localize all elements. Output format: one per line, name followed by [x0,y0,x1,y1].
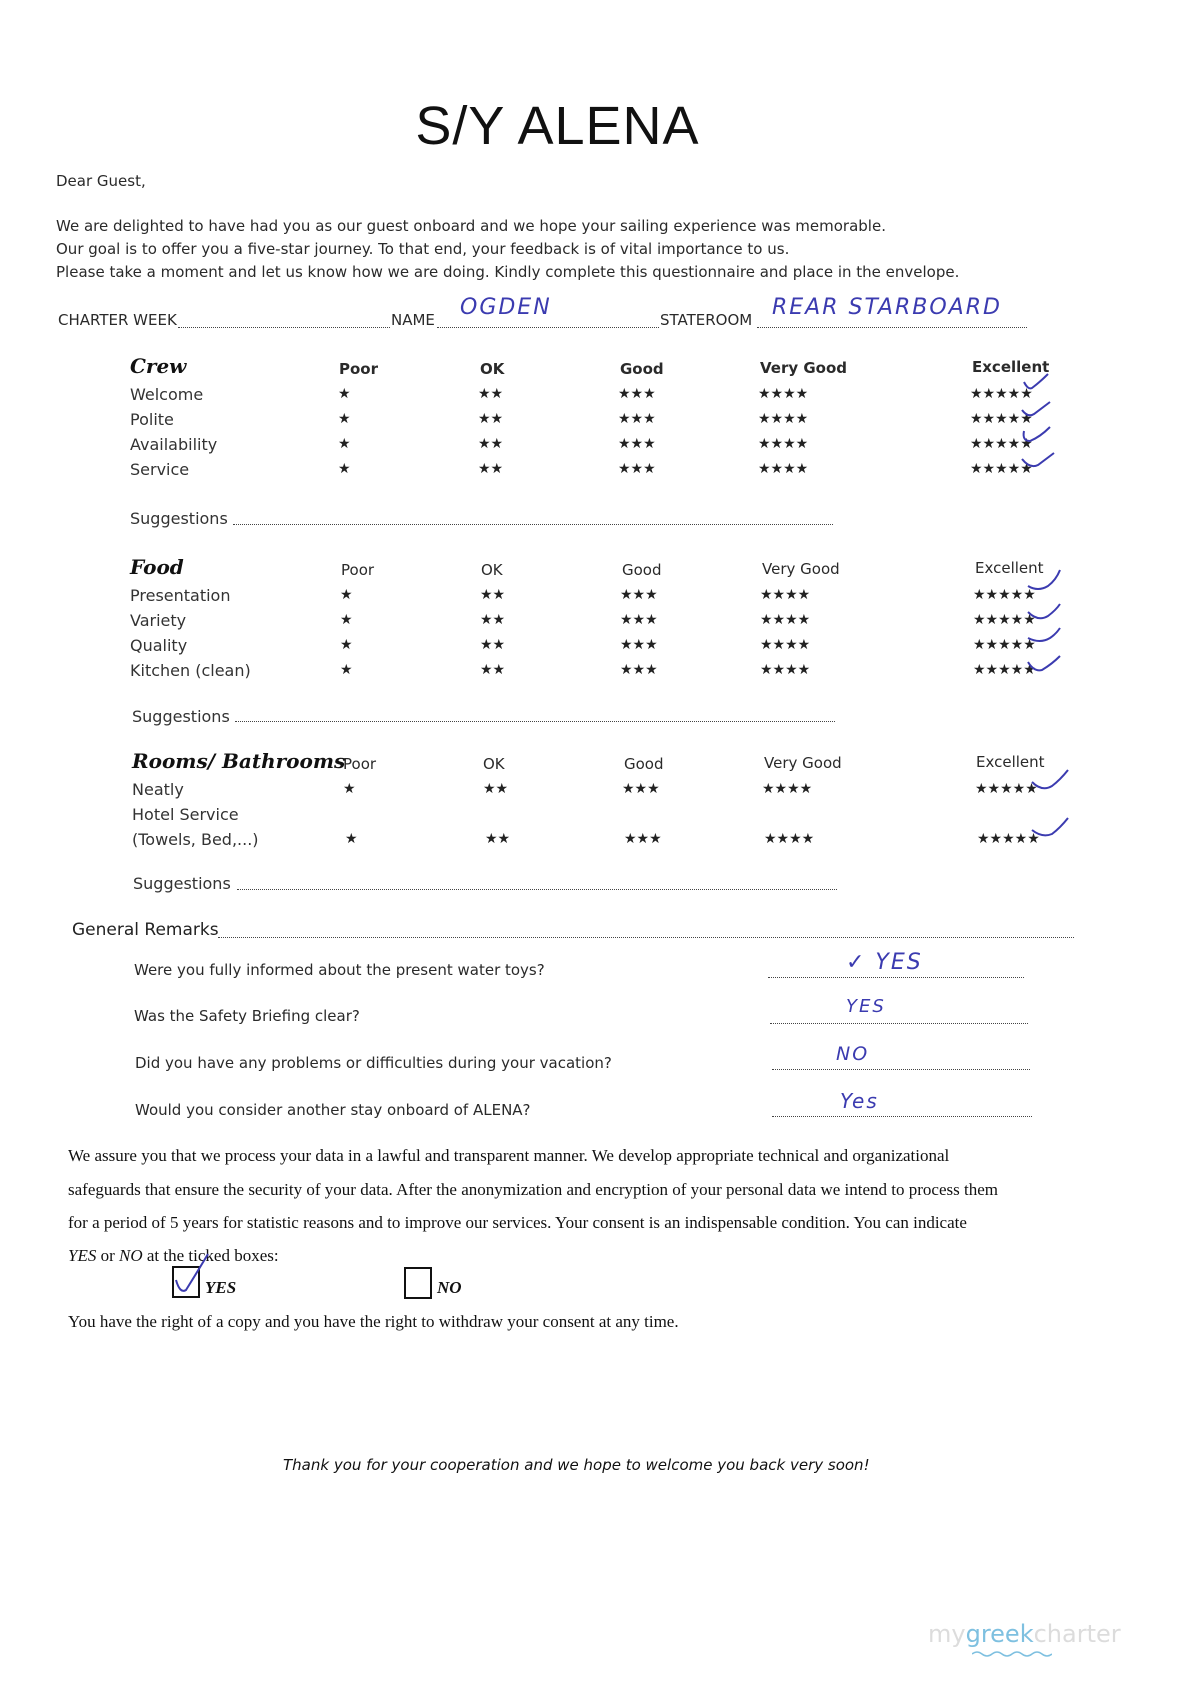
star-rating[interactable]: ★★★ [618,386,656,402]
crew-col-excellent: Excellent [972,358,1050,376]
charter-week-label: CHARTER WEEK [58,311,177,329]
check-mark-icon [1030,768,1070,794]
star-rating[interactable]: ★★★★★ [973,662,1036,678]
general-remarks-label: General Remarks [72,920,219,940]
rooms-row-neatly: Neatly [132,780,184,799]
star-rating[interactable]: ★ [338,461,351,477]
star-rating[interactable]: ★★ [478,461,504,477]
crew-col-good: Good [620,360,664,378]
rooms-col-ok: OK [483,755,505,773]
answer-1-value: ✓ YES [846,950,923,975]
check-mark-icon [1026,602,1062,624]
question-3: Did you have any problems or difficulties during your vacation? [135,1054,612,1072]
name-field[interactable] [437,327,659,328]
watermark-logo [928,1620,1121,1648]
privacy-line-2: safeguards that ensure the security of your data. After the anonymization and encryption of your personal data we intend to process them [68,1180,998,1199]
star-rating[interactable]: ★★★ [620,587,658,603]
star-rating[interactable]: ★★★ [622,781,660,797]
check-mark-icon [1022,372,1050,394]
privacy-line-3: for a period of 5 years for statistic reasons and to improve our services. Your consent is an indispensable condition. You can indicate [68,1213,967,1232]
star-rating[interactable]: ★★★★★ [973,612,1036,628]
food-col-good: Good [622,561,662,579]
star-rating[interactable]: ★ [338,436,351,452]
food-row-presentation: Presentation [130,586,231,605]
star-rating[interactable]: ★ [345,831,358,847]
food-suggestions-field[interactable] [235,721,835,722]
star-rating[interactable]: ★★★★ [758,386,809,402]
star-rating[interactable]: ★★ [478,436,504,452]
privacy-line-1: We assure you that we process your data in a lawful and transparent manner. We develop appropriate technical and organizational [68,1146,950,1165]
crew-row-welcome: Welcome [130,385,204,404]
section-crew-title: Crew [130,354,187,378]
answer-3-field[interactable] [772,1069,1030,1070]
star-rating[interactable]: ★ [340,662,353,678]
star-rating[interactable]: ★★★★ [758,411,809,427]
crew-col-poor: Poor [339,360,379,378]
rooms-col-good: Good [624,755,664,773]
wave-icon [972,1650,1052,1658]
star-rating[interactable]: ★★ [483,781,509,797]
star-rating[interactable]: ★★★ [618,436,656,452]
star-rating[interactable]: ★★★★★ [970,436,1033,452]
star-rating[interactable]: ★ [343,781,356,797]
intro-line-2: Our goal is to offer you a five-star journey. To that end, your feedback is of vital importance to us. [56,240,790,258]
answer-4-value: Yes [840,1089,879,1113]
star-rating[interactable]: ★★★★ [758,461,809,477]
stateroom-field[interactable] [757,327,1027,328]
crew-suggestions-field[interactable] [233,524,833,525]
question-2: Was the Safety Briefing clear? [134,1007,360,1025]
answer-3-value: NO [836,1043,870,1065]
star-rating[interactable]: ★★ [480,612,506,628]
consent-no-checkbox[interactable] [404,1267,432,1299]
answer-4-field[interactable] [772,1116,1032,1117]
star-rating[interactable]: ★★★ [624,831,662,847]
rooms-col-very-good: Very Good [764,754,842,772]
star-rating[interactable]: ★★★★ [764,831,815,847]
stateroom-value: REAR STARBOARD [772,295,1002,320]
answer-1-field[interactable] [768,977,1024,978]
privacy-rest: at the ticked boxes: [142,1246,279,1265]
closing-message: Thank you for your cooperation and we hope to welcome you back very soon! [283,1456,870,1474]
salutation: Dear Guest, [56,172,146,190]
charter-week-field[interactable] [178,327,390,328]
name-value: OGDEN [460,295,552,320]
star-rating[interactable]: ★★★★★ [975,781,1038,797]
question-1: Were you fully informed about the present water toys? [134,961,545,979]
star-rating[interactable]: ★★★★ [760,662,811,678]
check-mark-icon [1026,626,1062,648]
food-col-very-good: Very Good [762,560,840,578]
star-rating[interactable]: ★★★★ [760,587,811,603]
crew-col-ok: OK [480,360,505,378]
check-mark-icon [1026,652,1062,674]
rights-line: You have the right of a copy and you have the right to withdraw your consent at any time. [68,1312,679,1331]
food-row-quality: Quality [130,636,188,655]
star-rating[interactable]: ★★★★★ [977,831,1040,847]
star-rating[interactable]: ★★★ [618,461,656,477]
privacy-no-word: NO [119,1246,143,1265]
star-rating[interactable]: ★ [340,612,353,628]
check-mark-icon [1020,423,1052,445]
star-rating[interactable]: ★★★★ [760,637,811,653]
food-col-poor: Poor [341,561,375,579]
food-row-variety: Variety [130,611,187,630]
star-rating[interactable]: ★★ [478,386,504,402]
watermark-brand: greek [965,1620,1034,1648]
stateroom-label: STATEROOM [660,311,753,329]
star-rating[interactable]: ★★★★★ [970,461,1033,477]
rooms-suggestions-field[interactable] [237,889,837,890]
check-mark-icon [1020,449,1056,471]
intro-line-3: Please take a moment and let us know how we are doing. Kindly complete this questionnaire and place in the envelope. [56,263,960,281]
star-rating[interactable]: ★★★ [620,662,658,678]
star-rating[interactable]: ★★★★ [762,781,813,797]
food-suggestions-label: Suggestions [132,707,230,726]
rooms-row-hotel-service: Hotel Service [132,805,239,824]
star-rating[interactable]: ★★★ [620,612,658,628]
consent-no-label: NO [437,1278,462,1297]
star-rating[interactable]: ★★★★★ [970,386,1033,402]
watermark-suffix: charter [1033,1620,1121,1648]
privacy-or-word: or [96,1246,120,1265]
privacy-yes-word: YES [68,1246,97,1265]
star-rating[interactable]: ★★★★ [760,612,811,628]
star-rating[interactable]: ★ [340,637,353,653]
rooms-col-excellent: Excellent [976,753,1045,771]
star-rating[interactable]: ★ [340,587,353,603]
consent-yes-label: YES [205,1278,237,1297]
section-rooms-title: Rooms/ Bathrooms [132,749,346,773]
star-rating[interactable]: ★ [338,386,351,402]
crew-row-polite: Polite [130,410,174,429]
intro-line-1: We are delighted to have had you as our guest onboard and we hope your sailing experience was memorable. [56,217,886,235]
star-rating[interactable]: ★★★ [620,637,658,653]
check-mark-icon [1026,568,1062,594]
star-rating[interactable]: ★★★ [618,411,656,427]
general-remarks-field[interactable] [218,937,1074,938]
star-rating[interactable]: ★★★★★ [973,637,1036,653]
answer-2-value: YES [846,996,886,1017]
section-food-title: Food [130,555,184,579]
food-col-excellent: Excellent [975,559,1044,577]
check-mark-icon [1030,816,1070,842]
star-rating[interactable]: ★★ [480,662,506,678]
answer-2-field[interactable] [770,1023,1028,1024]
watermark-prefix: my [928,1620,966,1648]
star-rating[interactable]: ★★ [480,637,506,653]
star-rating[interactable]: ★★ [478,411,504,427]
star-rating[interactable]: ★★ [485,831,511,847]
crew-col-very-good: Very Good [760,359,848,377]
crew-suggestions-label: Suggestions [130,509,228,528]
name-label: NAME [391,311,435,329]
food-row-kitchen: Kitchen (clean) [130,661,251,680]
rooms-row-towels-bed: (Towels, Bed,...) [132,830,259,849]
star-rating[interactable]: ★★★★ [758,436,809,452]
crew-row-service: Service [130,460,190,479]
rooms-suggestions-label: Suggestions [133,874,231,893]
star-rating[interactable]: ★ [338,411,351,427]
star-rating[interactable]: ★★ [480,587,506,603]
food-col-ok: OK [481,561,503,579]
check-mark-icon [170,1250,210,1298]
star-rating[interactable]: ★★★★★ [970,411,1033,427]
question-4: Would you consider another stay onboard of ALENA? [135,1101,531,1119]
rooms-col-poor: Poor [343,755,377,773]
check-mark-icon [1020,398,1052,420]
crew-row-availability: Availability [130,435,218,454]
star-rating[interactable]: ★★★★★ [973,587,1036,603]
page-title: S/Y ALENA [415,96,700,156]
